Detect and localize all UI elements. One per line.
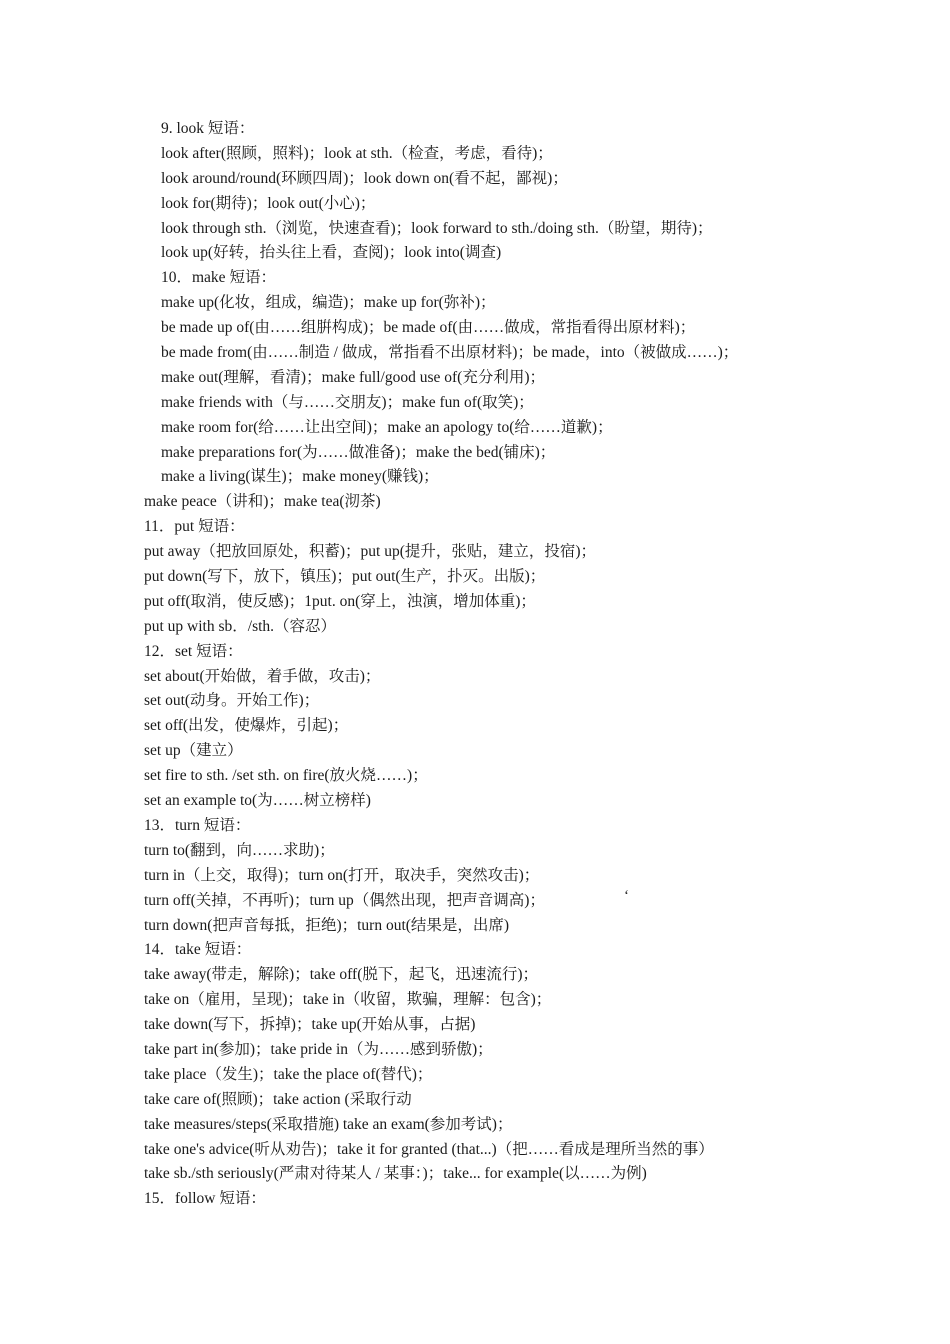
text-line: look for(期待)；look out(小心)； (161, 194, 376, 212)
section-heading-follow: 15．follow 短语： (144, 1190, 266, 1208)
text-line: set an example to(为……树立榜样) (144, 792, 371, 810)
text-line: turn off(关掉，不再听)；turn up（偶然出现，把声音调高)； (144, 891, 545, 909)
text-line: make friends with（与……交朋友)；make fun of(取笑)； (161, 393, 534, 411)
text-line: make preparations for(为……做准备)；make the bed(铺床)； (161, 443, 556, 461)
text-line: be made from(由……制造 / 做成，常指看不出原材料)；be made，into（被做成……)； (161, 344, 739, 362)
stray-quote-mark: ‘ (624, 888, 629, 904)
text-line: set fire to sth. /set sth. on fire(放火烧……)； (144, 767, 428, 785)
text-line: look up(好转，抬头往上看，查阅)；look into(调查) (161, 244, 502, 262)
text-line: put off(取消，使反感)；1put. on(穿上，浊演，增加体重)； (144, 592, 536, 610)
section-heading-make: 10．make 短语： (161, 269, 276, 287)
text-line: turn in（上交，取得)；turn on(打开，取决手，突然攻击)； (144, 866, 540, 884)
text-line: take on（雇用，呈现)；take in（收留，欺骗，理解：包含)； (144, 991, 552, 1009)
text-line: make a living(谋生)；make money(赚钱)； (161, 468, 439, 486)
text-line: set about(开始做，着手做，攻击)； (144, 667, 381, 685)
section-heading-set: 12．set 短语： (144, 642, 243, 660)
section-heading-take: 14．take 短语： (144, 941, 252, 959)
text-line: set off(出发，使爆炸，引起)； (144, 717, 349, 735)
phrase-list (0, 117, 950, 1212)
text-line: make up(化妆，组成，编造)；make up for(弥补)； (161, 294, 496, 312)
section-heading-turn: 13．turn 短语： (144, 816, 251, 834)
text-line: put up with sb．/sth.（容忍） (144, 617, 337, 635)
section-heading-put: 11．put 短语： (144, 518, 245, 536)
text-line: make peace（讲和)；make tea(沏茶) (144, 493, 381, 511)
text-line: turn down(把声音每抵，拒绝)；turn out(结果是，出席) (144, 916, 510, 934)
text-line: take place（发生)；take the place of(替代)； (144, 1065, 433, 1083)
text-line: take down(写下，拆掉)；take up(开始从事，占据) (144, 1016, 476, 1034)
text-line: look after(照顾，照料)；look at sth.（检查，考虑，看待)； (161, 144, 553, 162)
text-line: put away（把放回原处，积蓄)；put up(提升，张贴，建立，投宿)； (144, 543, 597, 561)
text-line: set up（建立） (144, 742, 243, 760)
text-line: make room for(给……让出空间)；make an apology to(给……道歉)； (161, 418, 613, 436)
text-line: turn to(翻到，向……求助)； (144, 841, 335, 859)
text-line: set out(动身。开始工作)； (144, 692, 320, 710)
text-line: put down(写下，放下，镇压)；put out(生产，扑灭。出版)； (144, 568, 546, 586)
section-heading-look: 9. look 短语： (161, 120, 255, 137)
text-line: look around/round(环顾四周)；look down on(看不起，鄙视)； (161, 169, 568, 187)
text-line: take one's advice(听从劝告)；take it for granted (that...)（把……看成是理所当然的事） (144, 1140, 714, 1158)
text-line: take measures/steps(采取措施) take an exam(参加考试)； (144, 1115, 513, 1133)
text-line: be made up of(由……组腁构成)；be made of(由……做成，常指看得出原材料)； (161, 319, 696, 337)
text-line: take away(带走，解除)；take off(脱下，起飞，迅速流行)； (144, 966, 539, 984)
text-line: take part in(参加)；take pride in（为……感到骄傲)； (144, 1040, 493, 1058)
text-line: take care of(照顾)；take action (采取行动 (144, 1090, 412, 1108)
text-line: look through sth.（浏览，快速查看)；look forward to sth./doing sth.（盼望，期待)； (161, 219, 713, 237)
text-line: take sb./sth seriously(严肃对待某人 / 某事：)；take... for example(以……为例) (144, 1165, 647, 1183)
text-line: make out(理解，看清)；make full/good use of(充分利用)； (161, 368, 545, 386)
